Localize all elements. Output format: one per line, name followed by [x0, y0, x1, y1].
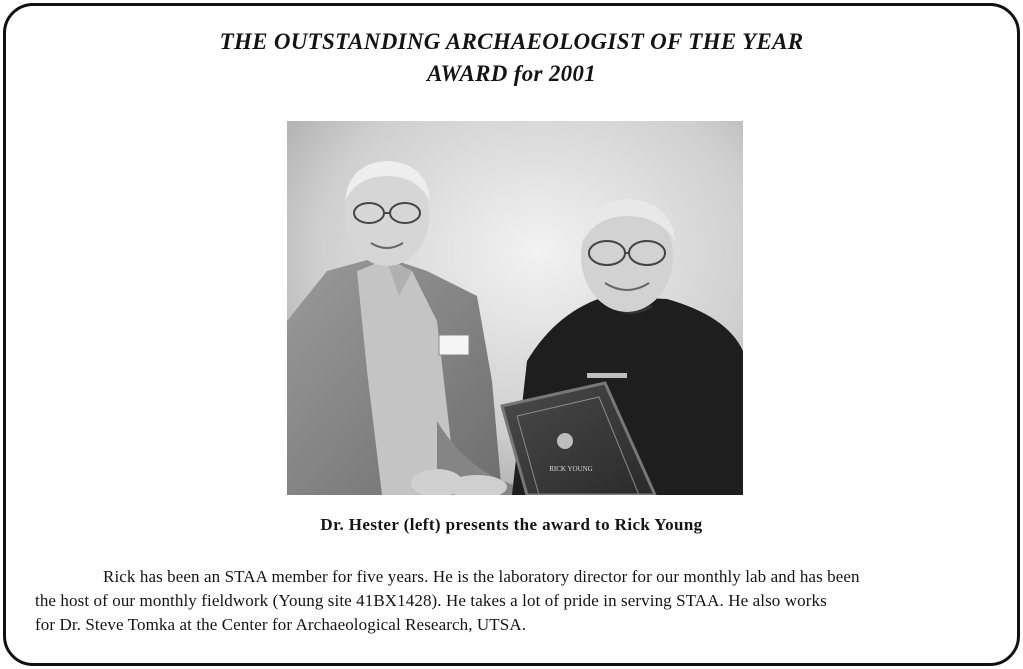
award-title-line-1: THE OUTSTANDING ARCHAEOLOGIST OF THE YEAR — [219, 29, 804, 54]
paragraph-line-3: for Dr. Steve Tomka at the Center for Archaeological Research, UTSA. — [35, 615, 527, 634]
award-title-line-2: AWARD for 2001 — [426, 61, 597, 86]
award-photo — [287, 121, 743, 495]
paragraph-line-1: Rick has been an STAA member for five years. He is the laboratory director for our monthly lab and has been — [103, 567, 860, 586]
article-paragraph — [35, 565, 995, 637]
photo-caption: Dr. Hester (left) presents the award to Rick Young — [320, 515, 703, 534]
plaque-name: RICK YOUNG — [549, 465, 593, 473]
award-photo-illustration — [287, 121, 743, 495]
name-tag — [439, 335, 469, 355]
paragraph-line-2: the host of our monthly fieldwork (Young site 41BX1428). He takes a lot of pride in serving STAA. He also works — [35, 591, 827, 610]
